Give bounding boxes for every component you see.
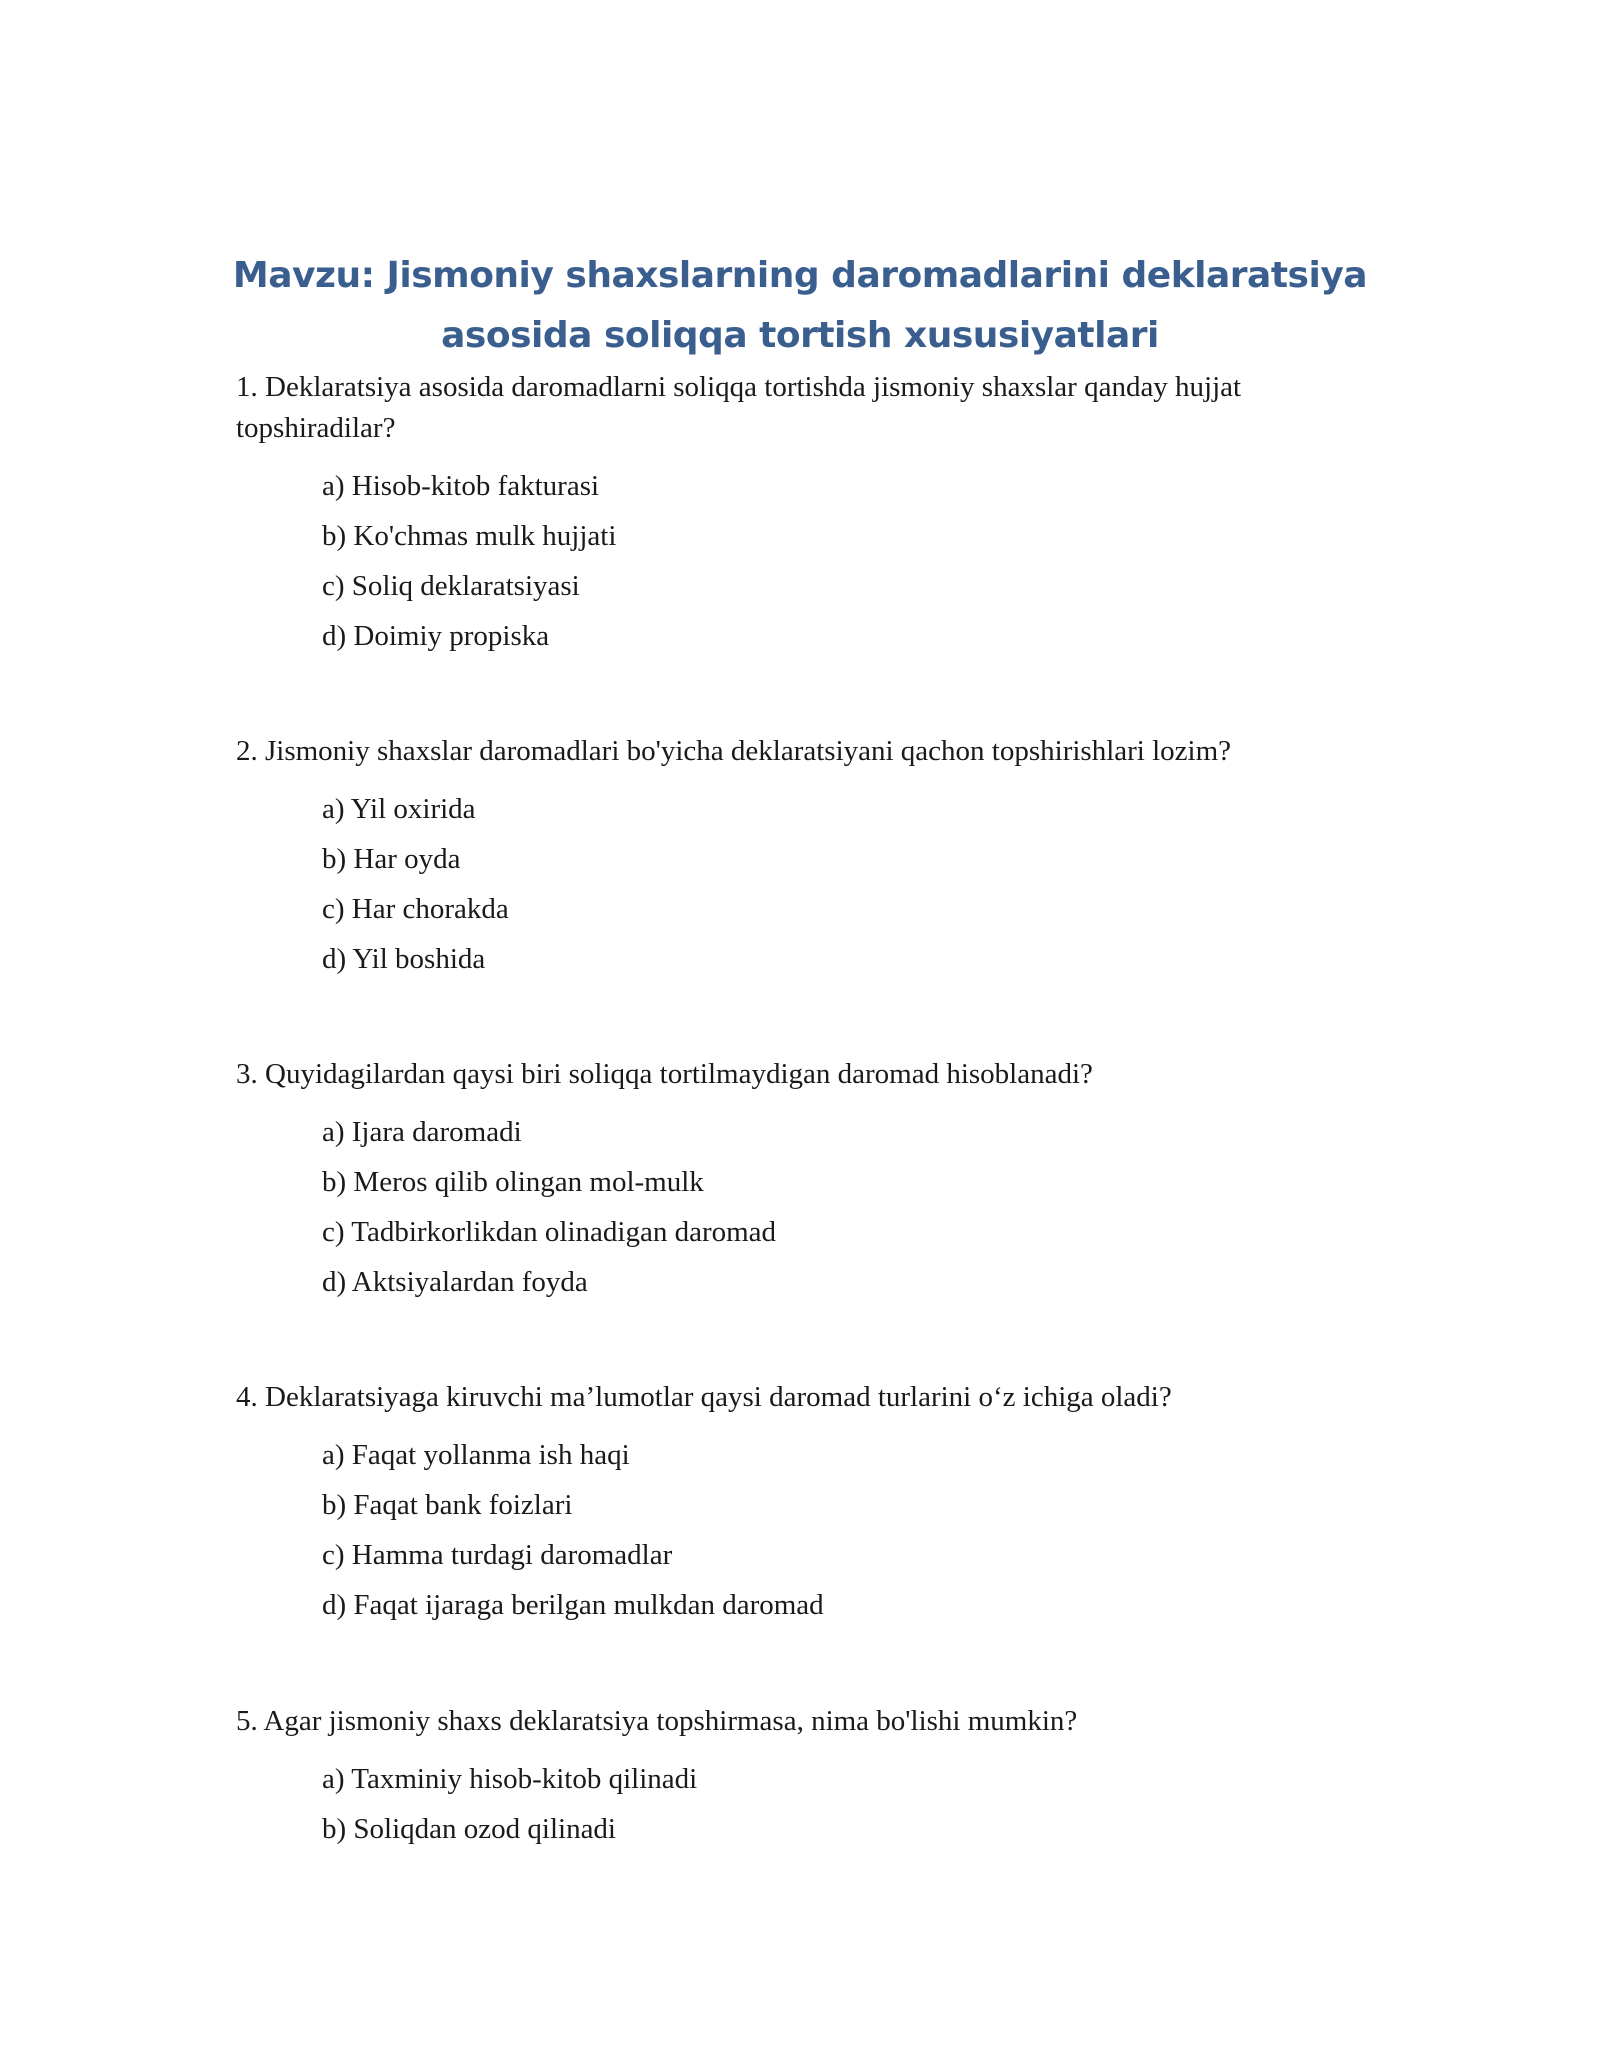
options-list xyxy=(236,784,1356,984)
option-c: c) Hamma turdagi daromadlar xyxy=(322,1539,673,1571)
option-a: a) Yil oxirida xyxy=(322,793,476,825)
option-a: a) Faqat yollanma ish haqi xyxy=(322,1439,630,1471)
question-text: 4. Deklaratsiyaga kiruvchi ma’lumotlar qaysi daromad turlarini o‘z ichiga oladi? xyxy=(236,1381,1172,1413)
question-5 xyxy=(236,1701,1356,1854)
question-text: 2. Jismoniy shaxslar daromadlari bo'yicha deklaratsiyani qachon topshirishlari lozim? xyxy=(236,735,1232,767)
option-b: b) Har oyda xyxy=(322,843,461,875)
option-b: b) Meros qilib olingan mol-mulk xyxy=(322,1166,704,1198)
option-b: b) Faqat bank foizlari xyxy=(322,1489,573,1521)
options-list xyxy=(236,1754,1356,1854)
page-title xyxy=(200,246,1400,366)
option-c: c) Har chorakda xyxy=(322,893,509,925)
title-line-1: Mavzu: Jismoniy shaxslarning daromadlarini deklaratsiya xyxy=(232,255,1368,296)
option-a: a) Ijara daromadi xyxy=(322,1116,522,1148)
option-a: a) Taxminiy hisob-kitob qilinadi xyxy=(322,1763,698,1795)
question-3 xyxy=(236,1054,1356,1307)
options-list xyxy=(236,1430,1356,1630)
option-a: a) Hisob-kitob fakturasi xyxy=(322,470,600,502)
question-4 xyxy=(236,1377,1356,1630)
question-2 xyxy=(236,731,1356,984)
option-c: c) Tadbirkorlikdan olinadigan daromad xyxy=(322,1216,777,1248)
question-1 xyxy=(236,367,1356,661)
title-line-2: asosida soliqqa tortish xususiyatlari xyxy=(441,315,1159,356)
question-text: 5. Agar jismoniy shaxs deklaratsiya topshirmasa, nima bo'lishi mumkin? xyxy=(236,1705,1078,1737)
option-d: d) Doimiy propiska xyxy=(322,620,550,652)
option-d: d) Aktsiyalardan foyda xyxy=(322,1266,588,1298)
question-text: 3. Quyidagilardan qaysi biri soliqqa tortilmaydigan daromad hisoblanadi? xyxy=(236,1058,1093,1090)
option-d: d) Faqat ijaraga berilgan mulkdan daromad xyxy=(322,1589,824,1621)
options-list xyxy=(236,461,1356,661)
options-list xyxy=(236,1107,1356,1307)
question-text: 1. Deklaratsiya asosida daromadlarni soliqqa tortishda jismoniy shaxslar qanday hujjat topshiradilar? xyxy=(236,371,1242,444)
option-b: b) Ko'chmas mulk hujjati xyxy=(322,520,617,552)
option-d: d) Yil boshida xyxy=(322,943,486,975)
option-b: b) Soliqdan ozod qilinadi xyxy=(322,1813,616,1845)
option-c: c) Soliq deklaratsiyasi xyxy=(322,570,580,602)
